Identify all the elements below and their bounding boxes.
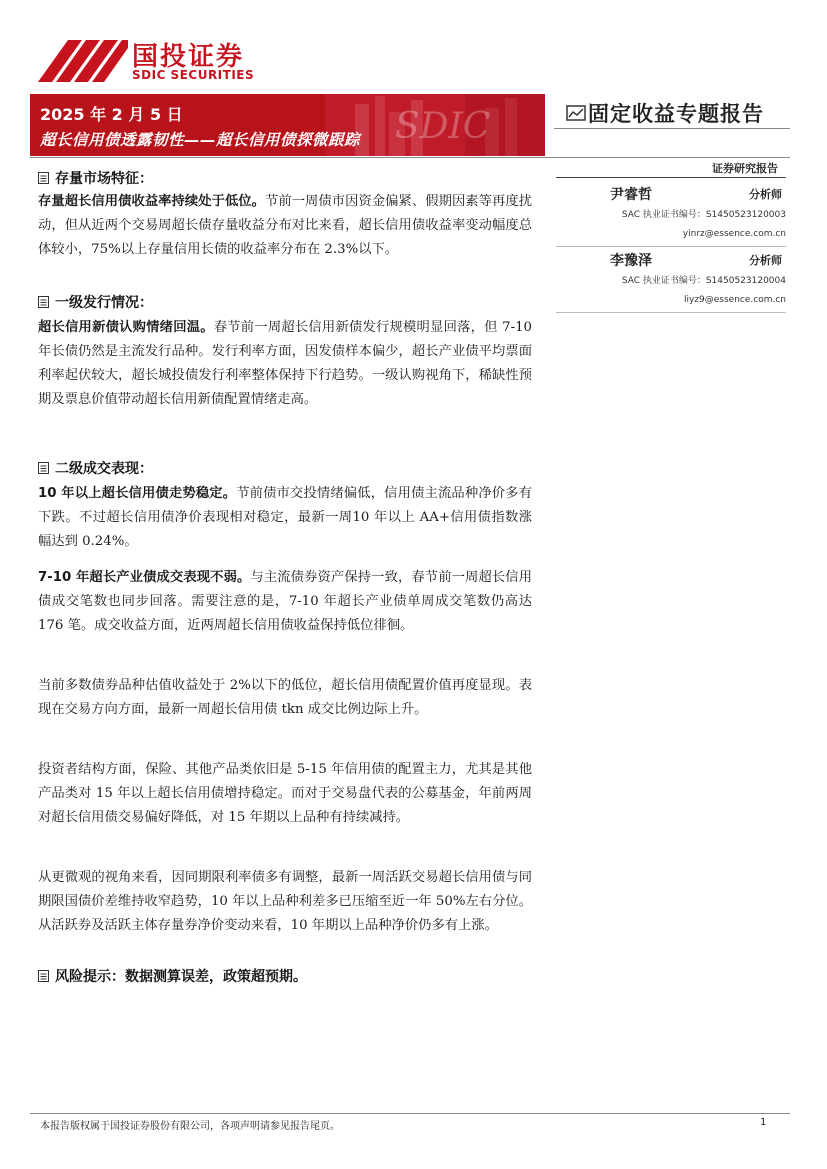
- report-chart-icon: [566, 105, 586, 121]
- title-banner: [30, 94, 545, 156]
- logo-en-text: SDIC SECURITIES: [132, 68, 255, 82]
- analyst-role: 分析师: [749, 188, 782, 201]
- analyst-email[interactable]: liyz9@essence.com.cn: [683, 295, 786, 305]
- section-heading-text: 一级发行情况：: [55, 295, 153, 311]
- risk-warning: [38, 966, 307, 986]
- section-heading: [38, 458, 153, 478]
- paragraph: [38, 566, 532, 638]
- side-divider: [556, 177, 786, 178]
- paragraph-lead: 7-10 年超长产业债成交表现不弱。: [38, 570, 251, 585]
- section-heading: [38, 292, 153, 312]
- report-type-label: 固定收益专题报告: [588, 102, 764, 126]
- risk-warning-text: 风险提示：数据测算误差，政策超预期。: [55, 969, 307, 985]
- paragraph: [38, 190, 532, 262]
- logo-cn-text: 国投证券: [132, 42, 245, 72]
- analyst-name: 李豫泽: [610, 253, 652, 269]
- section-doc-icon: [38, 296, 49, 308]
- paragraph: [38, 674, 532, 722]
- section-doc-icon: [38, 172, 49, 184]
- banner-watermark: SDIC: [395, 106, 491, 147]
- analyst-cert: SAC 执业证书编号：S1450523120004: [621, 276, 786, 286]
- analyst-divider: [556, 312, 786, 313]
- section-heading: [38, 168, 153, 188]
- analyst-divider: [556, 246, 786, 247]
- analyst-cert: SAC 执业证书编号：S1450523120003: [621, 210, 786, 220]
- paragraph-text: 从更微观的视角来看，因同期限利率债多有调整，最新一周活跃交易超长信用债与同期限国债价差维持收窄趋势，10 年以上品种利差多已压缩至近一年 50%左右分位。从活跃券及活跃主体存量券净价变动来看，10 年期以上品种净价仍多有上涨。: [38, 870, 532, 933]
- paragraph: [38, 866, 532, 938]
- header-divider-right: [554, 128, 790, 129]
- section-heading-text: 存量市场特征：: [55, 171, 153, 187]
- paragraph-text: 节前一周债市因资金偏紧、假期因素等再度扰动，但从近两个交易周超长债存量收益分布对比来看，超长信用债收益率变动幅度总体较小，75%以上存量信用长债的收益率分布在 2.3%以下。: [38, 194, 533, 257]
- research-report-tag: 证券研究报告: [712, 162, 778, 175]
- report-date: 2025 年 2 月 5 日: [40, 105, 183, 124]
- section-heading-text: 二级成交表现：: [55, 461, 153, 477]
- paragraph: [38, 316, 532, 412]
- section-doc-icon: [38, 462, 49, 474]
- paragraph-lead: 存量超长信用债收益率持续处于低位。: [38, 194, 265, 209]
- paragraph-text: 投资者结构方面，保险、其他产品类依旧是 5-15 年信用债的配置主力，尤其是其他产品类对 15 年以上超长信用债增持稳定。而对于交易盘代表的公募基金，年前两周对超长信用债交易偏好降低，对 15 年期以上品种有持续减持。: [38, 762, 532, 825]
- page-number: 1: [760, 1117, 767, 1128]
- company-logo: [38, 34, 268, 84]
- section-doc-icon: [38, 970, 49, 982]
- header-divider: [30, 157, 790, 158]
- paragraph-lead: 10 年以上超长信用债走势稳定。: [38, 486, 237, 501]
- footer-disclaimer: 本报告版权属于国投证券股份有限公司，各项声明请参见报告尾页。: [40, 1121, 340, 1132]
- analyst-role: 分析师: [749, 254, 782, 267]
- logo-mark-icon: [38, 34, 128, 82]
- paragraph-text: 春节前一周超长信用新债发行规模明显回落，但 7-10 年长债仍然是主流发行品种。发行利率方面，因发债样本偏少，超长产业债平均票面利率起伏较大，超长城投债发行利率整体保持下行趋势。一级认购视角下，稀缺性预期及票息价值带动超长信用新债配置情绪走高。: [38, 320, 532, 407]
- report-title: 超长信用债透露韧性——超长信用债探微跟踪: [40, 131, 361, 149]
- paragraph-text: 当前多数债券品种估值收益处于 2%以下的低位，超长信用债配置价值再度显现。表现在交易方向方面，最新一周超长信用债 tkn 成交比例边际上升。: [38, 678, 532, 717]
- analyst-email[interactable]: yinrz@essence.com.cn: [682, 229, 786, 239]
- report-type: [566, 98, 764, 128]
- paragraph: [38, 482, 532, 554]
- paragraph-lead: 超长信用新债认购情绪回温。: [38, 320, 214, 335]
- paragraph-text: 与主流债券资产保持一致，春节前一周超长信用债成交笔数也同步回落。需要注意的是，7-10 年超长产业债单周成交笔数仍高达 176 笔。成交收益方面，近两周超长信用债收益保持低位徘徊。: [38, 570, 533, 633]
- paragraph: [38, 758, 532, 830]
- footer-divider: [30, 1113, 790, 1114]
- analyst-name: 尹睿哲: [610, 187, 652, 203]
- paragraph-text: 节前债市交投情绪偏低，信用债主流品种净价多有下跌。不过超长信用债净价表现相对稳定，最新一周10 年以上 AA+信用债指数涨幅达到 0.24%。: [38, 486, 532, 549]
